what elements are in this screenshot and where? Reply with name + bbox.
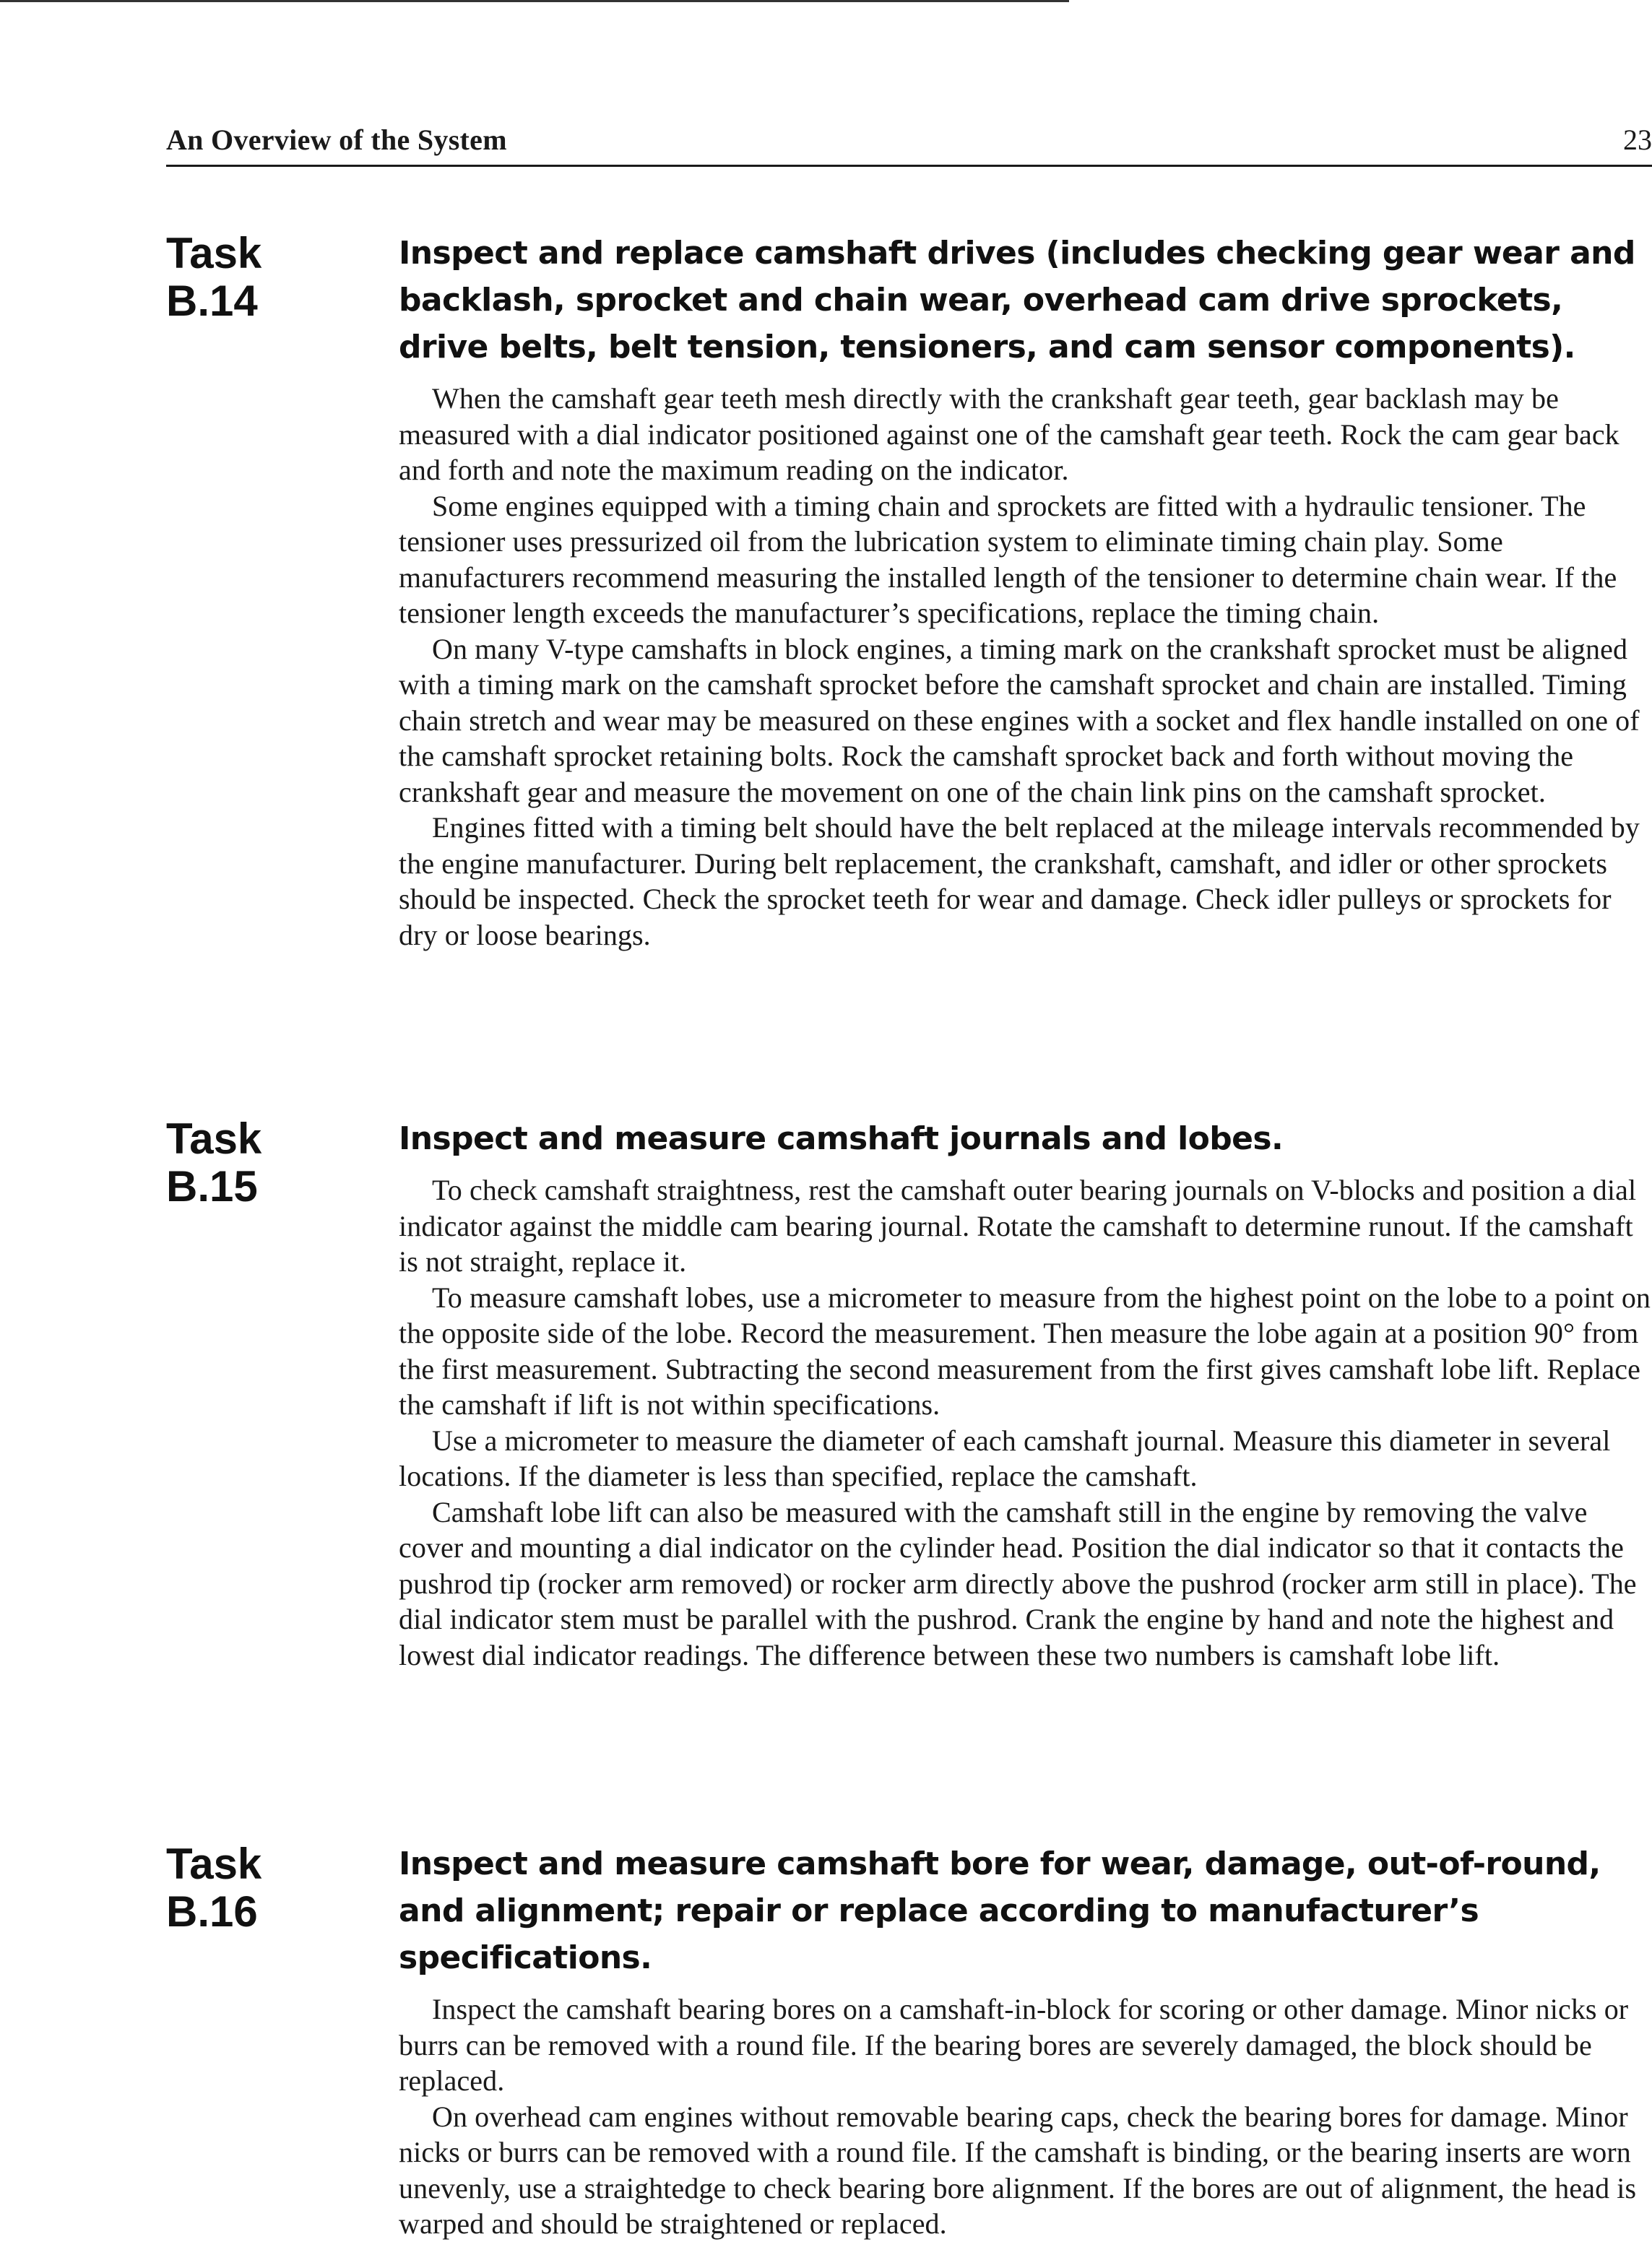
task-body	[399, 1840, 1652, 2242]
task-label	[166, 1115, 376, 1211]
page-number: 23	[1623, 124, 1652, 156]
task-label	[166, 1840, 376, 1936]
paragraph: On many V-type camshafts in block engines, a timing mark on the crankshaft sprocket must be aligned with a timing mark on the camshaft sprocket before the camshaft sprocket and chain are installed. Timing chain stretch and wear may be measured on these engines with a socket and flex handle installed on one of the camshaft sprocket retaining bolts. Rock the camshaft sprocket back and forth without moving the crankshaft gear and measure the movement on one of the chain link pins on the camshaft sprocket.	[399, 632, 1640, 808]
task-label	[166, 230, 376, 325]
top-edge-rule	[0, 0, 1069, 2]
task-body	[399, 1115, 1652, 1673]
task-number: B.15	[166, 1162, 258, 1211]
task-word: Task	[166, 1840, 262, 1888]
running-title: An Overview of the System	[166, 124, 507, 156]
task-body	[399, 230, 1652, 953]
paragraph: Inspect the camshaft bearing bores on a camshaft-in-block for scoring or other damage. Minor nicks or burrs can be removed with a round file. If the bearing bores are severely damaged, the block should be replaced.	[399, 1993, 1629, 2097]
header-rule	[166, 165, 1652, 167]
paragraph: Use a micrometer to measure the diameter of each camshaft journal. Measure this diameter in several locations. If the diameter is less than specified, replace the camshaft.	[399, 1424, 1611, 1492]
paragraph: Engines fitted with a timing belt should have the belt replaced at the mileage intervals recommended by the engine manufacturer. During belt replacement, the crankshaft, camshaft, and idler or other sprockets should be inspected. Check the sprocket teeth for wear and damage. Check idler pulleys or sprockets for dry or loose bearings.	[399, 811, 1640, 951]
paragraph: On overhead cam engines without removable bearing caps, check the bearing bores for damage. Minor nicks or burrs can be removed with a round file. If the camshaft is binding, or the bearing inserts are worn unevenly, use a straightedge to check bearing bore alignment. If the bores are out of alignment, the head is warped and should be straightened or replaced.	[399, 2100, 1637, 2240]
paragraph: Some engines equipped with a timing chain and sprockets are fitted with a hydraulic tensioner. The tensioner uses pressurized oil from the lubrication system to eliminate timing chain play. Some manufacturers recommend measuring the installed length of the tensioner to determine chain wear. If the tensioner length exceeds the manufacturer’s specifications, replace the timing chain.	[399, 489, 1617, 629]
task-word: Task	[166, 1114, 262, 1163]
task-heading: Inspect and measure camshaft bore for wear, damage, out-of-round, and alignment; repair or replace according to manufacturer’s specifications.	[399, 1845, 1601, 1976]
task-heading: Inspect and replace camshaft drives (includes checking gear wear and backlash, sprocket and chain wear, overhead cam drive sprockets, drive belts, belt tension, tensioners, and cam sensor components).	[399, 235, 1635, 365]
paragraph: Camshaft lobe lift can also be measured with the camshaft still in the engine by removing the valve cover and mounting a dial indicator on the cylinder head. Position the dial indicator so that it contacts the pushrod tip (rocker arm removed) or rocker arm directly above the pushrod (rocker arm still in place). The dial indicator stem must be parallel with the pushrod. Crank the engine by hand and note the highest and lowest dial indicator readings. The difference between these two numbers is camshaft lobe lift.	[399, 1495, 1637, 1671]
paragraph: To check camshaft straightness, rest the camshaft outer bearing journals on V-blocks and position a dial indicator against the middle cam bearing journal. Rotate the camshaft to determine runout. If the camshaft is not straight, replace it.	[399, 1174, 1637, 1278]
task-number: B.14	[166, 277, 258, 325]
running-header	[166, 116, 1652, 168]
task-word: Task	[166, 229, 262, 277]
task-number: B.16	[166, 1887, 258, 1936]
paragraph: When the camshaft gear teeth mesh directly with the crankshaft gear teeth, gear backlash may be measured with a dial indicator positioned against one of the camshaft gear teeth. Rock the cam gear back and forth and note the maximum reading on the indicator.	[399, 382, 1619, 486]
paragraph: To measure camshaft lobes, use a micrometer to measure from the highest point on the lobe to a point on the opposite side of the lobe. Record the measurement. Then measure the lobe again at a position 90° from the first measurement. Subtracting the second measurement from the first gives camshaft lobe lift. Replace the camshaft if lift is not within specifications.	[399, 1281, 1651, 1421]
task-heading: Inspect and measure camshaft journals and lobes.	[399, 1120, 1284, 1157]
